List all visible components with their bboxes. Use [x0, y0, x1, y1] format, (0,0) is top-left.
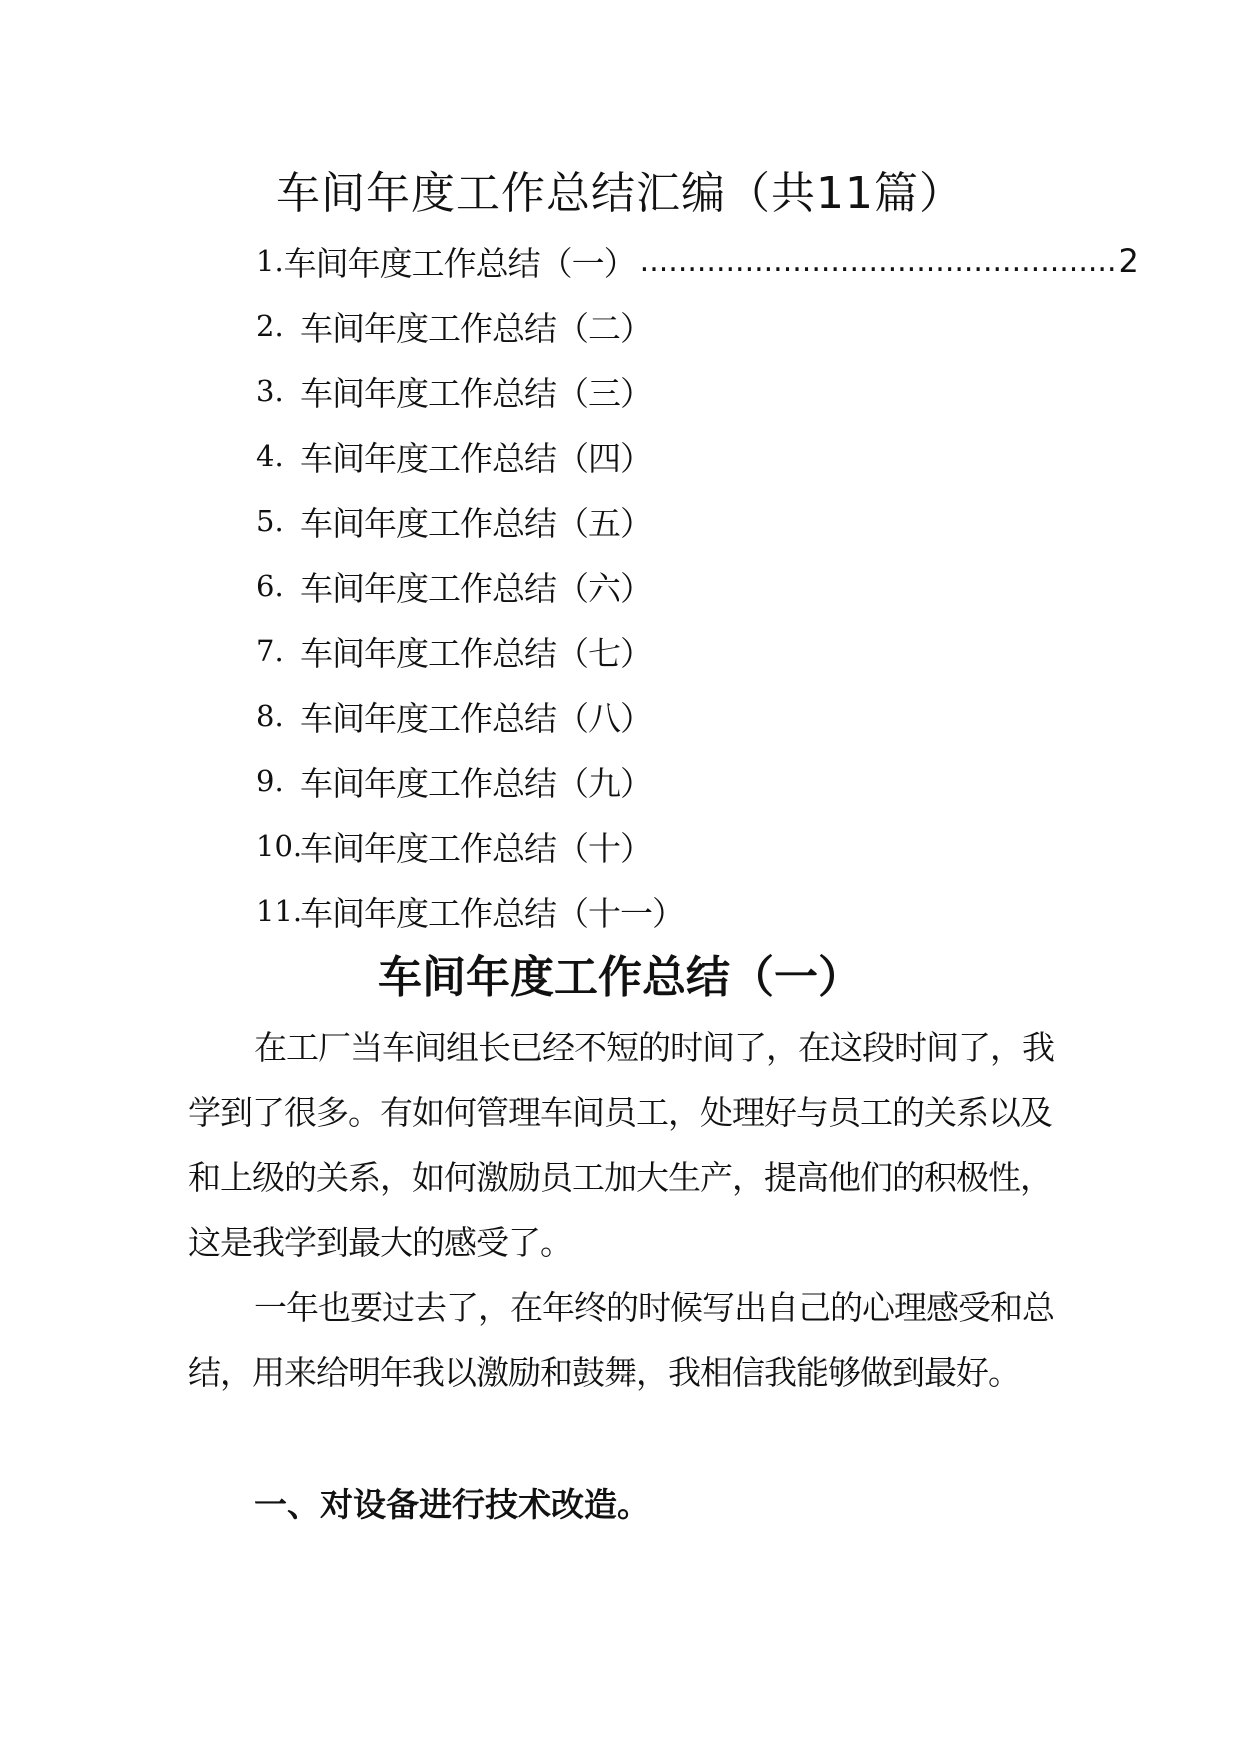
toc-entry-10[interactable] [256, 821, 1056, 871]
toc-page-number: 2 [1118, 242, 1139, 280]
toc-entry-title: 车间年度工作总结（九） [300, 763, 652, 803]
toc-entry-title: 车间年度工作总结（十一） [300, 893, 684, 933]
toc-entry-number: 7. [256, 634, 284, 668]
toc-entry-title: 车间年度工作总结（五） [300, 503, 652, 543]
toc-entry-number: 4. [256, 439, 284, 473]
toc-entry-number: 9. [256, 764, 284, 798]
toc-entry-8[interactable] [256, 691, 1056, 741]
toc-entry-number: 11. [256, 894, 303, 928]
toc-entry-4[interactable] [256, 431, 1056, 481]
toc-entry-title: 车间年度工作总结（一） [283, 243, 636, 283]
toc-entry-title: 车间年度工作总结（三） [300, 373, 652, 413]
toc-entry-1[interactable] [256, 236, 1139, 286]
toc-entry-7[interactable] [256, 626, 1056, 676]
toc-entry-title: 车间年度工作总结（十） [300, 828, 652, 868]
toc-entry-title: 车间年度工作总结（四） [300, 438, 652, 478]
toc-entry-9[interactable] [256, 756, 1056, 806]
document-title: 车间年度工作总结汇编（共11篇） [276, 168, 964, 219]
toc-dot-leader: .................................................. [639, 243, 1117, 279]
toc-entry-2[interactable] [256, 301, 1056, 351]
toc-entry-title: 车间年度工作总结（八） [300, 698, 652, 738]
sub-heading: 一、对设备进行技术改造。 [254, 1485, 650, 1524]
toc-entry-6[interactable] [256, 561, 1056, 611]
toc-entry-number: 1. [256, 244, 284, 278]
paragraph-1: 在工厂当车间组长已经不短的时间了，在这段时间了，我学到了很多。有如何管理车间员工，处理好与员工的关系以及和上级的关系，如何激励员工加大生产，提高他们的积极性，这是我学到最大的感受了。 [188, 1028, 1054, 1262]
toc-entry-number: 3. [256, 374, 284, 408]
paragraph-2: 一年也要过去了，在年终的时候写出自己的心理感受和总结，用来给明年我以激励和鼓舞，我相信我能够做到最好。 [188, 1288, 1054, 1392]
toc-entry-title: 车间年度工作总结（二） [300, 308, 652, 348]
toc-entry-number: 2. [256, 309, 284, 343]
toc-entry-number: 5. [256, 504, 284, 538]
toc-entry-11[interactable] [256, 886, 1056, 936]
toc-entry-number: 6. [256, 569, 284, 603]
toc-entry-title: 车间年度工作总结（七） [300, 633, 652, 673]
body-text [188, 1015, 1068, 1405]
toc-entry-number: 8. [256, 699, 284, 733]
toc-entry-3[interactable] [256, 366, 1056, 416]
toc-entry-5[interactable] [256, 496, 1056, 546]
toc-entry-title: 车间年度工作总结（六） [300, 568, 652, 608]
toc-entry-number: 10. [256, 829, 303, 863]
section-heading: 车间年度工作总结（一） [378, 952, 862, 1003]
